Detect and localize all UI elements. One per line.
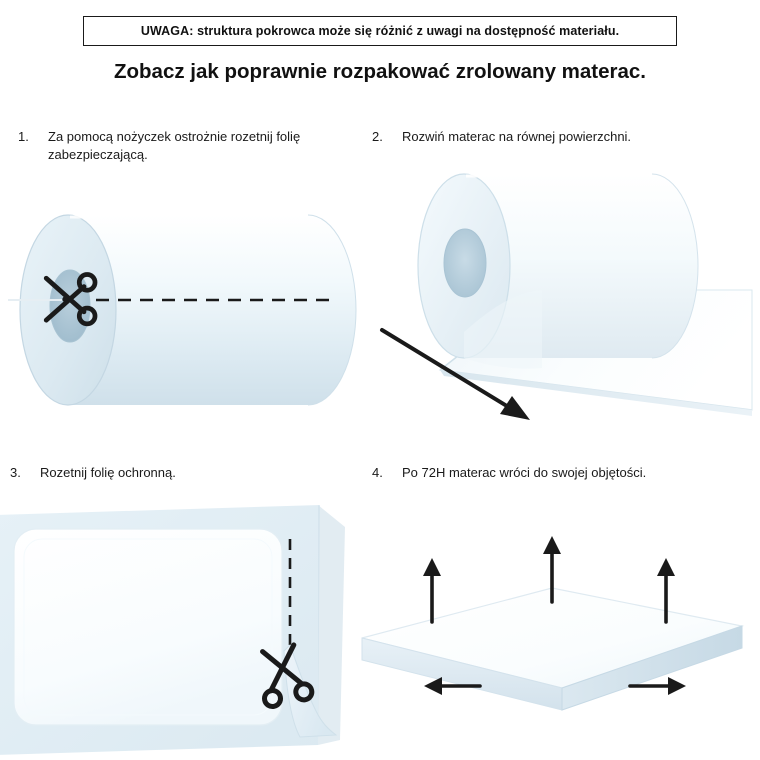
mattress-shape: [14, 529, 282, 725]
step-3-text: Rozetnij folię ochronną.: [40, 465, 176, 480]
notice-text: UWAGA: struktura pokrowca może się różnić z uwagi na dostępność materiału.: [140, 24, 620, 38]
step-3-number: 3.: [10, 465, 21, 480]
step-4-number: 4.: [372, 465, 383, 480]
mattress-slab: [362, 588, 742, 710]
step-4-illustration: [352, 530, 752, 750]
step-2-illustration: [352, 162, 752, 432]
step-2-number: 2.: [372, 129, 383, 144]
step-2-caption: [372, 128, 702, 146]
step-4-text: Po 72H materac wróci do swojej objętości.: [402, 465, 647, 480]
step-1-text: Za pomocą nożyczek ostrożnie rozetnij folię zabezpieczającą.: [48, 129, 301, 162]
rolled-mattress-shape: [20, 215, 356, 405]
arrow-up-left: [423, 558, 441, 622]
step-1-illustration: [8, 170, 348, 410]
page-title: Zobacz jak poprawnie rozpakować zrolowany materac.: [113, 60, 647, 83]
step-3-caption: [10, 464, 330, 482]
step-1-caption: [18, 128, 318, 163]
step-1-number: 1.: [18, 129, 29, 144]
step-4-caption: [372, 464, 712, 482]
rolled-mattress-shape: [418, 174, 698, 369]
notice-banner: [83, 16, 677, 46]
step-2-text: Rozwiń materac na równej powierzchni.: [402, 129, 632, 144]
step-3-illustration: [0, 505, 345, 755]
